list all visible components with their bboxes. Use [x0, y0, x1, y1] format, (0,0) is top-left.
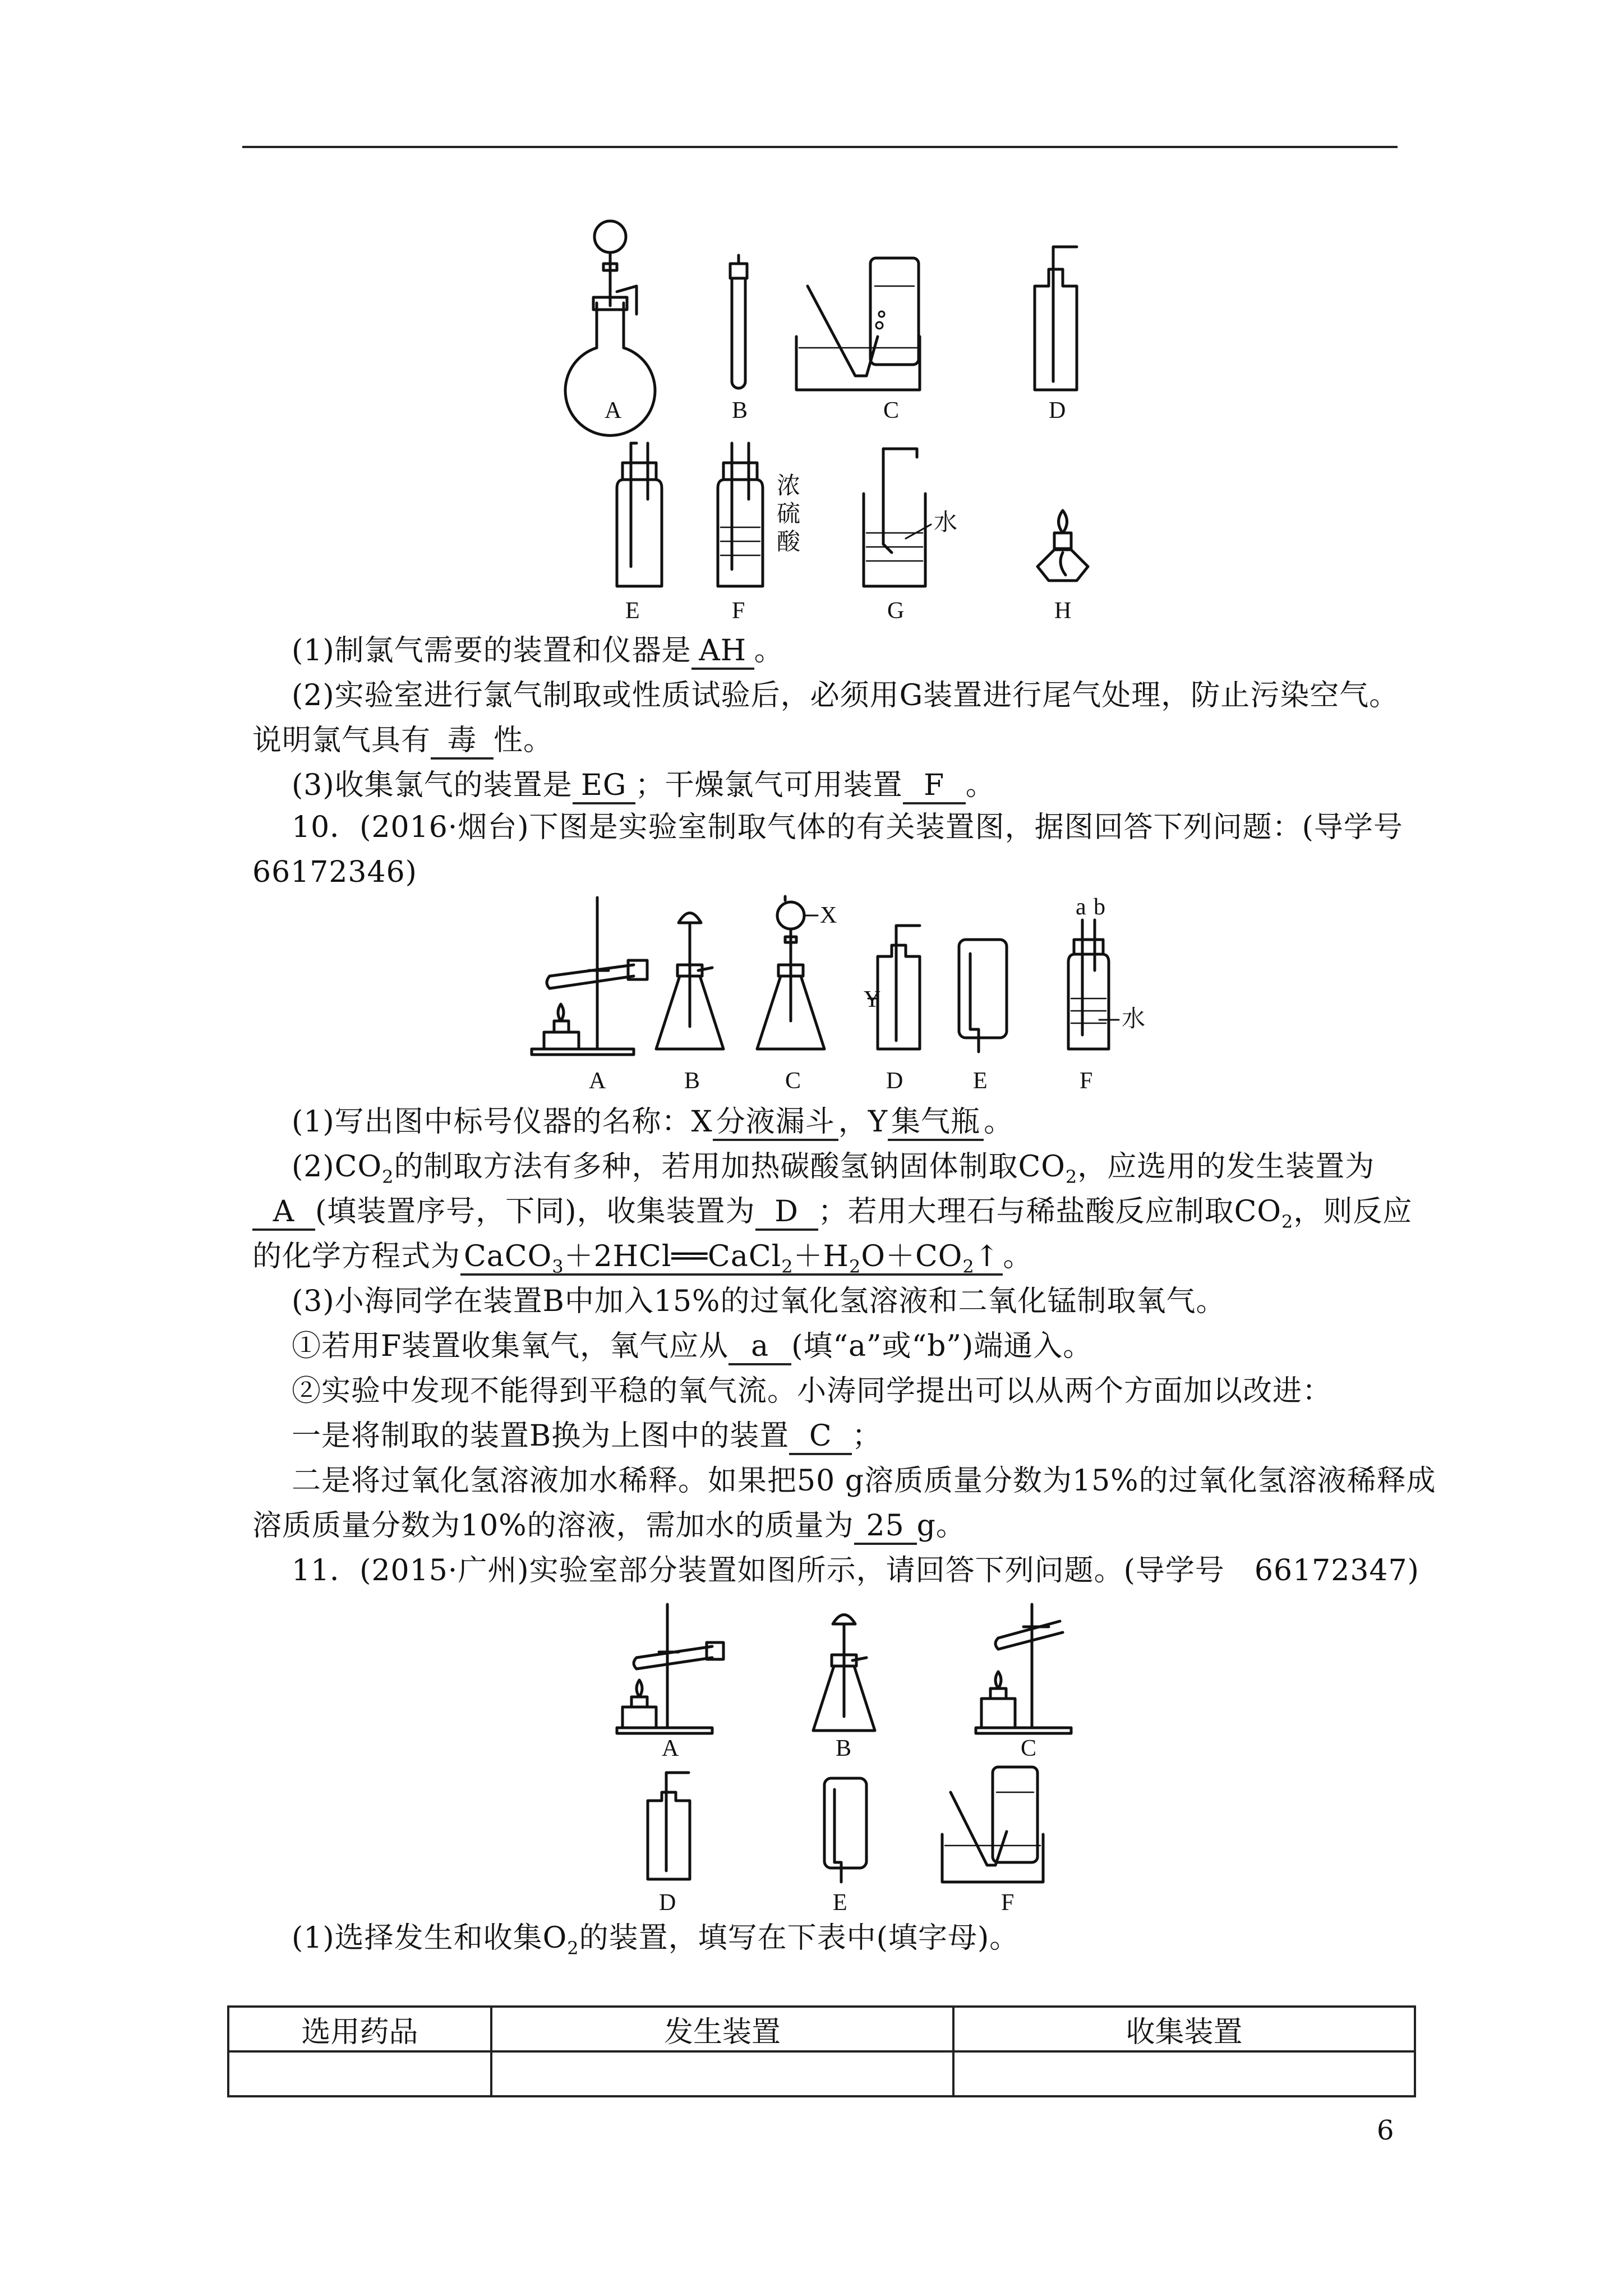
apparatus-a-heating-setup — [617, 1604, 723, 1733]
f-liquid-label-2: 硫 — [777, 501, 801, 527]
label-a: A — [605, 398, 622, 424]
apparatus-d-gas-bottle — [648, 1773, 690, 1879]
apparatus-c-heating-setup — [976, 1604, 1071, 1733]
figure-q11-apparatus — [606, 1599, 1082, 1913]
label-f: F — [1080, 1068, 1093, 1094]
cell-reagent[interactable] — [228, 2051, 491, 2096]
apparatus-c-flask-separatory-funnel — [757, 896, 824, 1049]
figure-chlorine-apparatus — [561, 208, 1122, 645]
a-marker: a — [1076, 894, 1086, 920]
apparatus-f-wash-bottle — [1068, 920, 1119, 1049]
q10-answer-mass: 25 — [854, 1509, 917, 1545]
apparatus-e-inverted-bottle — [824, 1778, 866, 1882]
header-generator: 发生装置 — [491, 2007, 953, 2051]
q10-part3: (3)小海同学在装置B中加入15%的过氧化氢溶液和二氧化锰制取氧气。 — [292, 1285, 1226, 1318]
b-marker: b — [1094, 894, 1105, 920]
figure-gas-preparation-apparatus — [527, 892, 1189, 1099]
q9-part2-line1: (2)实验室进行氯气制取或性质试验后，必须用G装置进行尾气处理，防止污染空气。 — [292, 679, 1399, 712]
q11-stem: 11．(2015·广州)实验室部分装置如图所示，请回答下列问题。(导学号 66172347) — [292, 1554, 1419, 1588]
q9-part1: (1)制氯气需要的装置和仪器是 AH 。 — [292, 631, 784, 670]
label-a: A — [589, 1068, 606, 1094]
label-d: D — [659, 1890, 676, 1913]
q10-part3-3: 一是将制取的装置B换为上图中的装置 C ； — [292, 1416, 882, 1456]
apparatus-b-flask-long-funnel — [813, 1615, 875, 1731]
q10-part3-5: 溶质质量分数为10%的溶液，需加水的质量为 25 g。 — [252, 1506, 966, 1545]
apparatus-d-gas-bottle — [1035, 247, 1077, 390]
x-marker: X — [820, 903, 837, 928]
g-water-label: 水 — [934, 510, 958, 536]
y-marker: Y — [864, 987, 881, 1013]
label-a: A — [662, 1736, 679, 1761]
label-h: H — [1054, 598, 1072, 624]
label-c: C — [785, 1068, 801, 1094]
apparatus-e-wash-bottle — [617, 443, 662, 586]
table-header-row — [228, 2007, 1415, 2051]
q10-part2-line1: $(2)CO_2$的制取方法有多种，若用加热碳酸氢钠固体制取$CO_2$，应选用的发生装置为 — [292, 1150, 1375, 1188]
apparatus-e-inverted-bottle — [959, 940, 1007, 1052]
label-e: E — [973, 1068, 988, 1094]
q9-part2-line2: 说明氯气具有 毒 性。 — [252, 721, 553, 760]
apparatus-c-water-trough — [796, 258, 920, 390]
q9-answer-2: 毒 — [431, 724, 494, 760]
q10-answer-x: 分液漏斗 — [713, 1105, 838, 1141]
f-liquid-label-1: 浓 — [777, 473, 801, 499]
cell-generator[interactable] — [491, 2051, 953, 2096]
q10-answer-inlet: a — [728, 1329, 791, 1365]
q10-part3-1: ①若用F装置收集氧气，氧气应从 a (填“a”或“b”)端通入。 — [292, 1327, 1092, 1366]
f-liquid-label-3: 酸 — [777, 530, 801, 555]
q10-part2-line2: A (填装置序号，下同)，收集装置为 D ；若用大理石与稀盐酸反应制取$CO_2$，则反应 — [252, 1192, 1412, 1231]
label-d: D — [886, 1068, 903, 1094]
cell-collector[interactable] — [953, 2051, 1415, 2096]
table-row — [228, 2051, 1415, 2096]
label-b: B — [732, 398, 748, 424]
q11-part1: (1)选择发生和收集$O_2$的装置，填写在下表中(填字母)。 — [292, 1921, 1020, 1959]
q10-answer-device: C — [789, 1419, 852, 1455]
header-rule — [242, 146, 1398, 148]
label-c: C — [1021, 1736, 1037, 1761]
q9-part3: (3)收集氯气的装置是 EG ；干燥氯气可用装置 F 。 — [292, 766, 995, 805]
apparatus-f-sulfuric-acid-bottle — [718, 443, 763, 586]
f-water-label: 水 — [1122, 1006, 1146, 1032]
q9-answer-3a: EG — [573, 769, 635, 804]
label-e: E — [833, 1890, 847, 1913]
apparatus-f-water-trough — [942, 1767, 1043, 1882]
apparatus-b-flask-long-funnel — [656, 913, 723, 1050]
apparatus-a-heating-setup — [532, 898, 647, 1055]
label-e: E — [625, 598, 640, 624]
header-collector: 收集装置 — [953, 2007, 1415, 2051]
page-number: 6 — [1377, 2115, 1394, 2146]
q10-equation: $CaCO_3+2HCl══CaCl_2+H_2O+CO_2↑$ — [460, 1240, 1003, 1276]
apparatus-b-test-tube — [730, 255, 747, 388]
apparatus-h-alcohol-lamp — [1038, 510, 1088, 581]
q10-part2-line3: 的化学方程式为 $CaCO_3+2HCl══CaCl_2+H_2O+CO_2↑$ 。 — [252, 1240, 1033, 1277]
apparatus-g-beaker — [864, 449, 931, 586]
label-d: D — [1049, 398, 1066, 424]
q10-stem-line2: 66172346) — [252, 855, 417, 889]
label-f: F — [732, 598, 745, 624]
label-c: C — [883, 398, 900, 424]
q10-part3-4: 二是将过氧化氢溶液加水稀释。如果把50 g溶质质量分数为15%的过氧化氢溶液稀释成 — [292, 1464, 1436, 1498]
label-b: B — [684, 1068, 700, 1094]
header-reagent: 选用药品 — [228, 2007, 491, 2051]
q10-answer-y: 集气瓶 — [888, 1105, 984, 1141]
q10-part1: (1)写出图中标号仪器的名称：X 分液漏斗 ，Y 集气瓶 。 — [292, 1102, 1013, 1142]
q10-answer-collect: D — [755, 1195, 818, 1231]
label-f: F — [1001, 1890, 1015, 1913]
q9-answer-3b: F — [903, 769, 966, 804]
label-b: B — [836, 1736, 852, 1761]
q10-stem-line1: 10．(2016·烟台)下图是实验室制取气体的有关装置图，据图回答下列问题：(导学号 — [292, 811, 1403, 844]
answer-table — [227, 2005, 1416, 2097]
q9-answer-1: AH — [691, 634, 754, 670]
q10-part3-2: ②实验中发现不能得到平稳的氧气流。小涛同学提出可以从两个方面加以改进： — [292, 1374, 1332, 1408]
q10-answer-gen: A — [252, 1195, 315, 1231]
label-g: G — [887, 598, 905, 624]
